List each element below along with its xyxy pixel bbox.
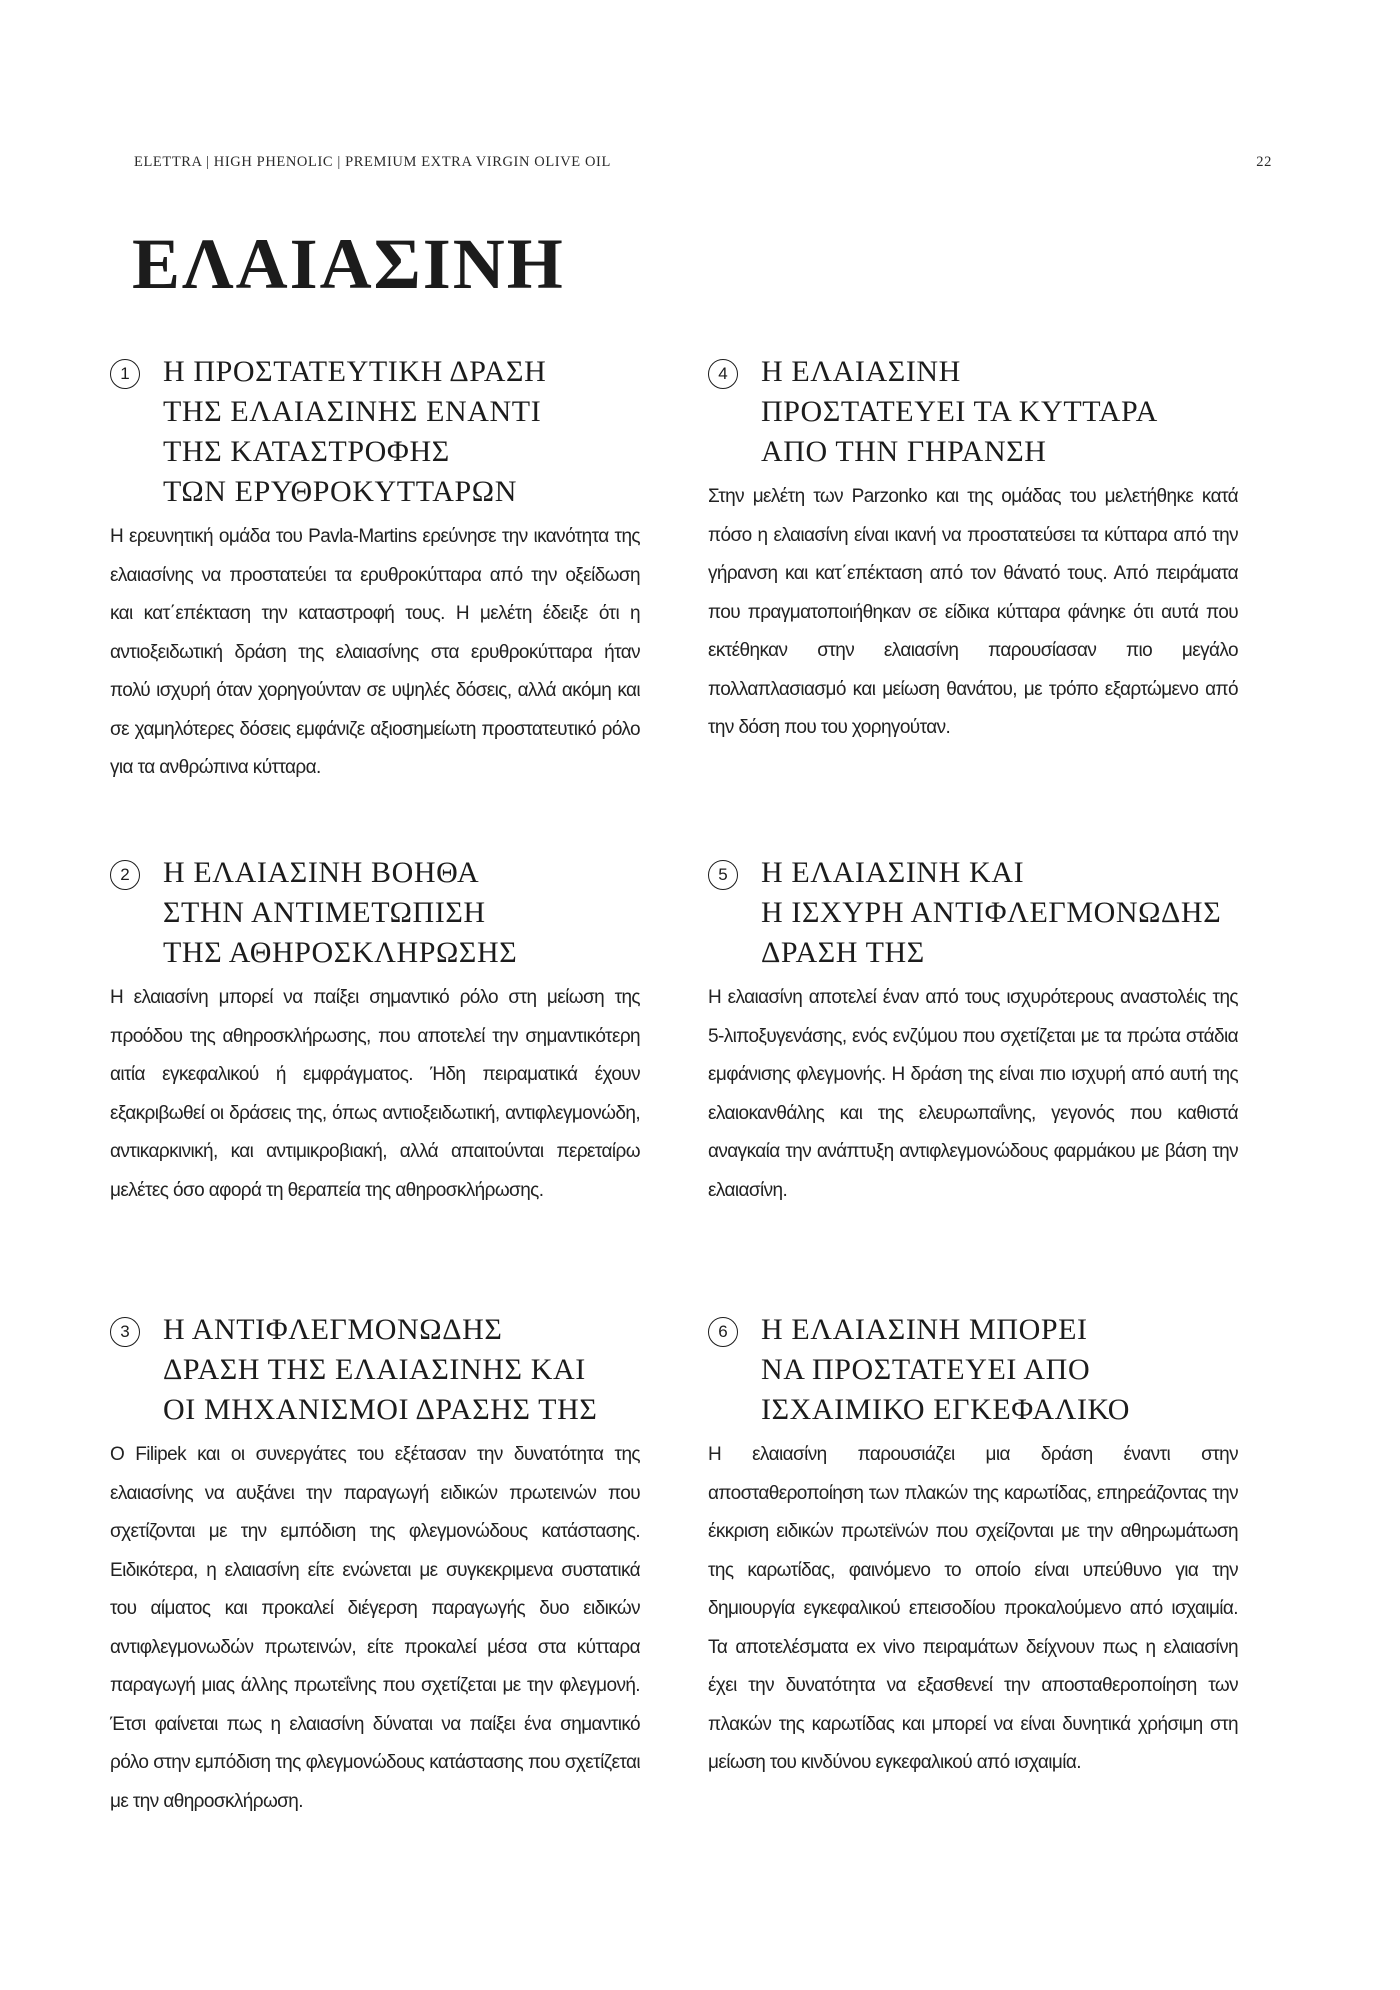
section-heading: Η ΕΛΑΙΑΣΙΝΗ ΒΟΗΘΑ ΣΤΗΝ ΑΝΤΙΜΕΤΩΠΙΣΗ ΤΗΣ ΑΘΗΡΟΣΚΛΗΡΩΣΗΣ [163, 856, 518, 969]
section-heading: Η ΕΛΑΙΑΣΙΝΗ ΠΡΟΣΤΑΤΕΥΕΙ ΤΑ ΚΥΤΤΑΡΑ ΑΠΟ ΤΗΝ ΓΗΡΑΝΣΗ [761, 355, 1158, 468]
section-heading: Η ΕΛΑΙΑΣΙΝΗ ΚΑΙ Η ΙΣΧΥΡΗ ΑΝΤΙΦΛΕΓΜΟΝΩΔΗΣ ΔΡΑΣΗ ΤΗΣ [761, 856, 1222, 969]
section-heading-block [708, 1310, 1238, 1430]
section-number-badge: 4 [708, 359, 738, 389]
section-number-badge: 3 [110, 1317, 140, 1347]
section-5 [708, 853, 1238, 1210]
header-brand-line: ELETTRA | HIGH PHENOLIC | PREMIUM EXTRA VIRGIN OLIVE OIL [134, 154, 611, 170]
section-heading: Η ΑΝΤΙΦΛΕΓΜΟΝΩΔΗΣ ΔΡΑΣΗ ΤΗΣ ΕΛΑΙΑΣΙΝΗΣ ΚΑΙ ΟΙ ΜΗΧΑΝΙΣΜΟΙ ΔΡΑΣΗΣ ΤΗΣ [163, 1313, 598, 1426]
section-heading-block [708, 853, 1238, 973]
section-body: Η ερευνητική ομάδα του Pavla-Martins ερεύνησε την ικανότητα της ελαιασίνης να προστατεύει τα ερυθροκύτταρα από την οξείδωση και κατ΄επέκταση την καταστροφή τους. Η μελέτη έδειξε ότι η αντιοξειδωτική δράση της ελαιασίνης στα ερυθροκύτταρα ήταν πολύ ισχυρή όταν χορηγούνταν σε υψηλές δόσεις, αλλά ακόμη και σε χαμηλότερες δόσεις εμφάνιζε αξιοσημείωτη προστατευτικό ρόλο για τα ανθρώπινα κύτταρα. [110, 526, 640, 778]
section-number-badge: 2 [110, 860, 140, 890]
section-1 [110, 352, 640, 788]
section-heading: Η ΠΡΟΣΤΑΤΕΥΤΙΚΗ ΔΡΑΣΗ ΤΗΣ ΕΛΑΙΑΣΙΝΗΣ ΕΝΑΝΤΙ ΤΗΣ ΚΑΤΑΣΤΡΟΦΗΣ ΤΩΝ ΕΡΥΘΡΟΚΥΤΤΑΡΩΝ [163, 355, 547, 508]
section-heading-block [110, 352, 640, 512]
section-4 [708, 352, 1238, 748]
section-number-badge: 6 [708, 1317, 738, 1347]
page-number: 22 [1256, 154, 1272, 170]
page-title: ΕΛΑΙΑΣΙΝΗ [132, 224, 565, 304]
section-2 [110, 853, 640, 1210]
section-body: Ο Filipek και οι συνεργάτες του εξέτασαν την δυνατότητα της ελαιασίνης να αυξάνει την παραγωγή ειδικών πρωτεινών που σχετίζονται με την εμπόδιση της φλεγμονώδους κατάστασης. Ειδικότερα, η ελαιασίνη είτε ενώνεται με συγκεκριμενα συστατικά του αίματος και προκαλεί διέγερση παραγωγής δυο ειδικών αντιφλεγμονωδών πρωτεινών, είτε προκαλεί μέσα στα κύτταρα παραγωγή μιας άλλης πρωτεΐνης που σχετίζεται με την φλεγμονή. Έτσι φαίνεται πως η ελαιασίνη δύναται να παίξει ένα σημαντικό ρόλο στην εμπόδιση της φλεγμονώδους κατάστασης που σχετίζεται με την αθηροσκλήρωση. [110, 1444, 640, 1812]
section-number-badge: 5 [708, 860, 738, 890]
section-heading-block [110, 1310, 640, 1430]
running-header [134, 154, 1272, 171]
section-body: Η ελαιασίνη μπορεί να παίξει σημαντικό ρόλο στη μείωση της προόδου της αθηροσκλήρωσης, που αποτελεί την σημαντικότερη αιτία εγκεφαλικού ή εμφράγματος. Ήδη πειραματικά έχουν εξακριβωθεί οι δράσεις της, όπως αντιοξειδωτική, αντιφλεγμονώδη, αντικαρκινική, και αντιμικροβιακή, αλλά απαιτούνται περεταίρω μελέτες όσο αφορά τη θεραπεία της αθηροσκλήρωσης. [110, 987, 640, 1201]
section-heading: Η ΕΛΑΙΑΣΙΝΗ ΜΠΟΡΕΙ ΝΑ ΠΡΟΣΤΑΤΕΥΕΙ ΑΠΟ ΙΣΧΑΙΜΙΚΟ ΕΓΚΕΦΑΛΙΚΟ [761, 1313, 1131, 1426]
section-body: Στην μελέτη των Parzonko και της ομάδας του μελετήθηκε κατά πόσο η ελαιασίνη είναι ικανή να προστατεύσει τα κύτταρα από την γήρανση και κατ΄επέκταση από τον θάνατό τους. Από πειράματα που πραγματοποιήθηκαν σε είδικα κύτταρα φάνηκε ότι αυτά που εκτέθηκαν στην ελαιασίνη παρουσίασαν πιο μεγάλο πολλαπλασιασμό και μείωση θανάτου, με τρόπο εξαρτώμενο από την δόση που του χορηγούταν. [708, 486, 1238, 738]
section-3 [110, 1310, 640, 1821]
section-body: Η ελαιασίνη παρουσιάζει μια δράση έναντι στην αποσταθεροποίηση των πλακών της καρωτίδας, επηρεάζοντας την έκκριση ειδικών πρωτεϊνών που σχείζονται με την αθηρωμάτωση της καρωτίδας, φαινόμενο το οποίο είναι υπεύθυνο για την δημιουργία εγκεφαλικού επεισοδίου προκαλούμενο από ισχαιμία. Τα αποτελέσματα ex vivo πειραμάτων δείχνουν πως η ελαιασίνη έχει την δυνατότητα να εξασθενεί την αποσταθεροποίηση των πλακών της καρωτίδας και μπορεί να είναι δυνητικά χρήσιμη στη μείωση του κινδύνου εγκεφαλικού από ισχαιμία. [708, 1444, 1238, 1773]
section-heading-block [110, 853, 640, 973]
section-number-badge: 1 [110, 359, 140, 389]
section-6 [708, 1310, 1238, 1783]
section-body: Η ελαιασίνη αποτελεί έναν από τους ισχυρότερους αναστολέις της 5-λιποξυγενάσης, ενός ενζύμου που σχετίζεται με τα πρώτα στάδια εμφάνισης φλεγμονής. Η δράση της είναι πιο ισχυρή από αυτή της ελαιοκανθάλης και της ελευρωπαΐνης, γεγονός που καθιστά αναγκαία την ανάπτυξη αντιφλεγμονώδους φαρμάκου με βάση την ελαιασίνη. [708, 987, 1238, 1201]
section-heading-block [708, 352, 1238, 472]
